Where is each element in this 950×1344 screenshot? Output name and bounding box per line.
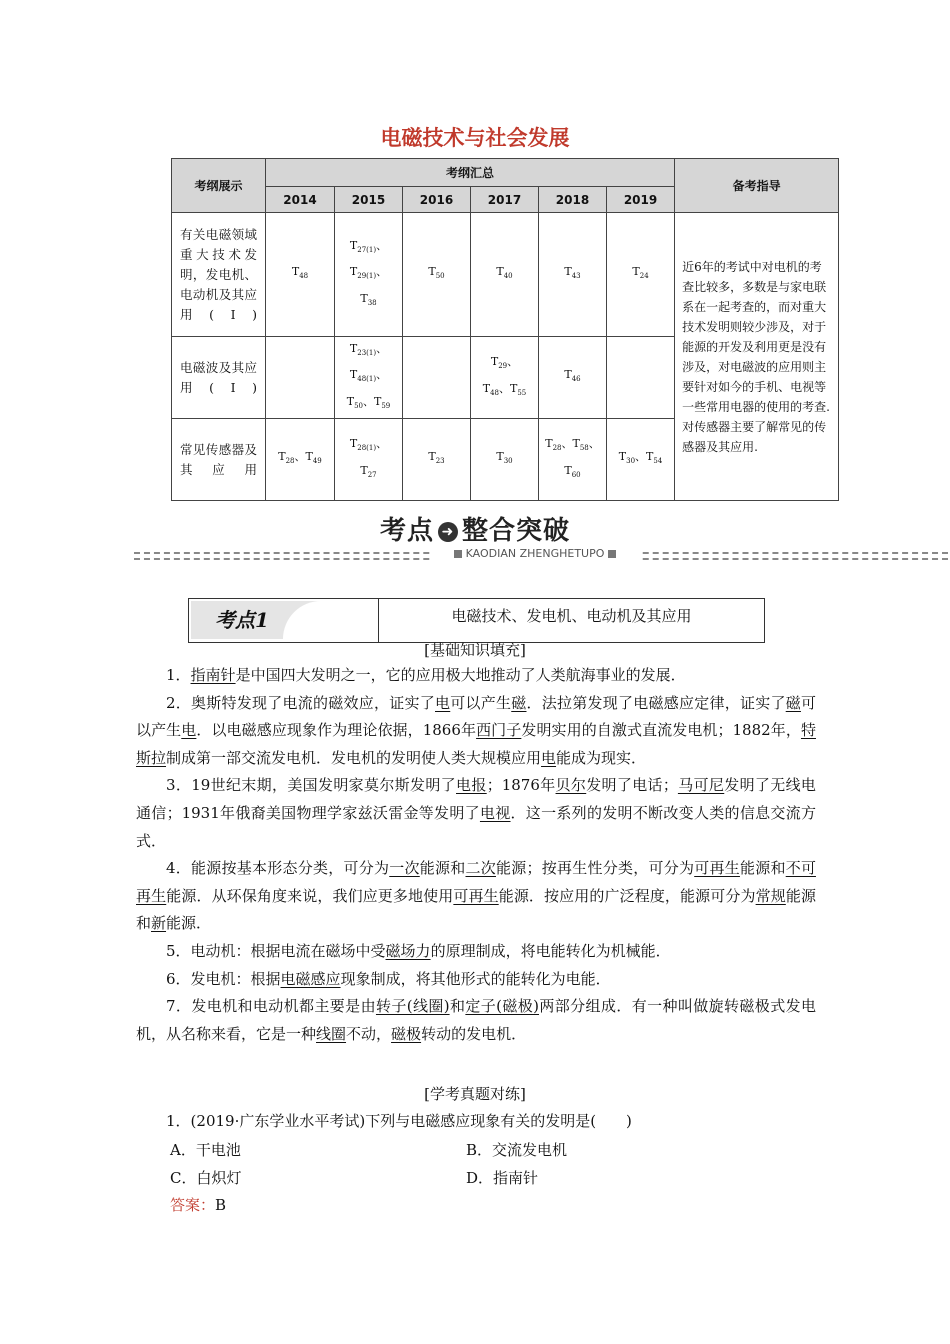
kaodian-label-box xyxy=(191,601,377,639)
list-item: 3．19世纪末期，美国发明家莫尔斯发明了电报；1876年贝尔发明了电话；马可尼发明了无线电通信；1931年俄裔美国物理学家兹沃雷金等发明了电视．这一系列的发明不断改变人类的信息交流方式． xyxy=(136,776,816,850)
knowledge-list xyxy=(136,662,816,1048)
topic-cell: 电磁波及其应用(Ⅰ) xyxy=(172,337,266,419)
option-c: C．白炽灯 xyxy=(170,1169,242,1187)
option-b: B．交流发电机 xyxy=(466,1141,568,1159)
question-cell: $T_{27(1)}$、 $T_{29(1)}$、 $T_{38}$ xyxy=(335,213,403,337)
kaodian-label: 考点1 xyxy=(215,608,269,632)
question-cell: $T_{43}$ xyxy=(539,213,607,337)
question-cell: $T_{23(1)}$、 $T_{48(1)}$、 $T_{50}$、$T_{59}$ xyxy=(335,337,403,419)
question-cell: $T_{29}$、 $T_{48}$、$T_{55}$ xyxy=(471,337,539,419)
exam-outline-table xyxy=(171,158,839,501)
list-item: 4．能源按基本形态分类，可分为一次能源和二次能源；按再生性分类，可分为可再生能源和不可再生能源．从环保角度来说，我们应更多地使用可再生能源．按应用的广泛程度，能源可分为常规能源和新能源． xyxy=(136,859,816,933)
page-title: 电磁技术与社会发展 xyxy=(380,126,570,150)
question-cell xyxy=(266,337,335,419)
question-stem-wrap xyxy=(136,1108,816,1136)
year-header: 2014 xyxy=(266,187,335,213)
question-cell: $T_{28}$、$T_{49}$ xyxy=(266,419,335,501)
header-display: 考纲展示 xyxy=(172,159,266,213)
header-summary: 考纲汇总 xyxy=(266,159,675,187)
year-header: 2018 xyxy=(539,187,607,213)
question-cell: $T_{30}$ xyxy=(471,419,539,501)
banner-title-a: 考点 xyxy=(379,516,434,546)
list-item: 1．指南针是中国四大发明之一，它的应用极大地推动了人类航海事业的发展． xyxy=(166,666,686,684)
question-cell xyxy=(403,337,471,419)
question-cell xyxy=(607,337,675,419)
answer-value: B xyxy=(215,1196,227,1214)
arrow-right-icon: ➜ xyxy=(438,522,458,542)
question-cell: $T_{30}$、$T_{54}$ xyxy=(607,419,675,501)
question-cell: $T_{28(1)}$、 $T_{27}$ xyxy=(335,419,403,501)
option-d: D．指南针 xyxy=(466,1169,539,1187)
question-cell: $T_{48}$ xyxy=(266,213,335,337)
question-cell: $T_{24}$ xyxy=(607,213,675,337)
section-banner-title xyxy=(0,510,950,547)
kaodian-title: 电磁技术、发电机、电动机及其应用 xyxy=(451,607,692,625)
square-icon xyxy=(608,550,616,558)
section-practice-title: [学考真题对练] xyxy=(424,1085,526,1103)
table-row xyxy=(172,213,839,337)
option-a: A．干电池 xyxy=(170,1141,241,1159)
question-stem: 1．(2019·广东学业水平考试)下列与电磁感应现象有关的发明是( ) xyxy=(166,1112,632,1130)
topic-cell: 常见传感器及其应用 xyxy=(172,419,266,501)
year-header: 2016 xyxy=(403,187,471,213)
year-header: 2019 xyxy=(607,187,675,213)
section-basic-title: [基础知识填充] xyxy=(424,641,526,659)
topic-cell: 有关电磁领域重大技术发明，发电机、电动机及其应用(Ⅰ) xyxy=(172,213,266,337)
answer xyxy=(170,1194,226,1215)
year-header: 2017 xyxy=(471,187,539,213)
year-header: 2015 xyxy=(335,187,403,213)
kaodian-header xyxy=(188,598,765,643)
banner-title-b: 整合突破 xyxy=(462,516,571,546)
guide-cell: 近6年的考试中对电机的考查比较多，多数是与家电联系在一起考查的，而对重大技术发明则较少涉及，对于能源的开发及利用更是没有涉及，对电磁波的应用则主要针对如今的手机、电视等一些常用电器的使用的考查.对传感器主要了解常见的传感器及其应用. xyxy=(675,213,839,501)
square-icon xyxy=(454,550,462,558)
question-cell: $T_{28}$、$T_{58}$、 $T_{60}$ xyxy=(539,419,607,501)
answer-label: 答案： xyxy=(170,1196,216,1214)
question-cell: $T_{46}$ xyxy=(539,337,607,419)
question-cell: $T_{50}$ xyxy=(403,213,471,337)
question-cell: $T_{23}$ xyxy=(403,419,471,501)
list-item: 7．发电机和电动机都主要是由转子(线圈)和定子(磁极)两部分组成．有一种叫做旋转磁极式发电机，从名称来看，它是一种线圈不动，磁极转动的发电机． xyxy=(136,997,816,1043)
banner-subtitle: KAODIAN ZHENGHETUPO xyxy=(430,546,640,562)
question-cell: $T_{40}$ xyxy=(471,213,539,337)
header-guide: 备考指导 xyxy=(675,159,839,213)
list-item: 6．发电机：根据电磁感应现象制成，将其他形式的能转化为电能． xyxy=(166,969,611,988)
list-item: 5．电动机：根据电流在磁场中受磁场力的原理制成，将电能转化为机械能． xyxy=(166,941,671,960)
list-item: 2．奥斯特发现了电流的磁效应，证实了电可以产生磁．法拉第发现了电磁感应定律，证实了磁可以产生电．以电磁感应现象作为理论依据，1866年西门子发明实用的自激式直流发电机；1882年，特斯拉制成第一部交流发电机．发电机的发明使人类大规模应用电能成为现实． xyxy=(136,693,816,767)
